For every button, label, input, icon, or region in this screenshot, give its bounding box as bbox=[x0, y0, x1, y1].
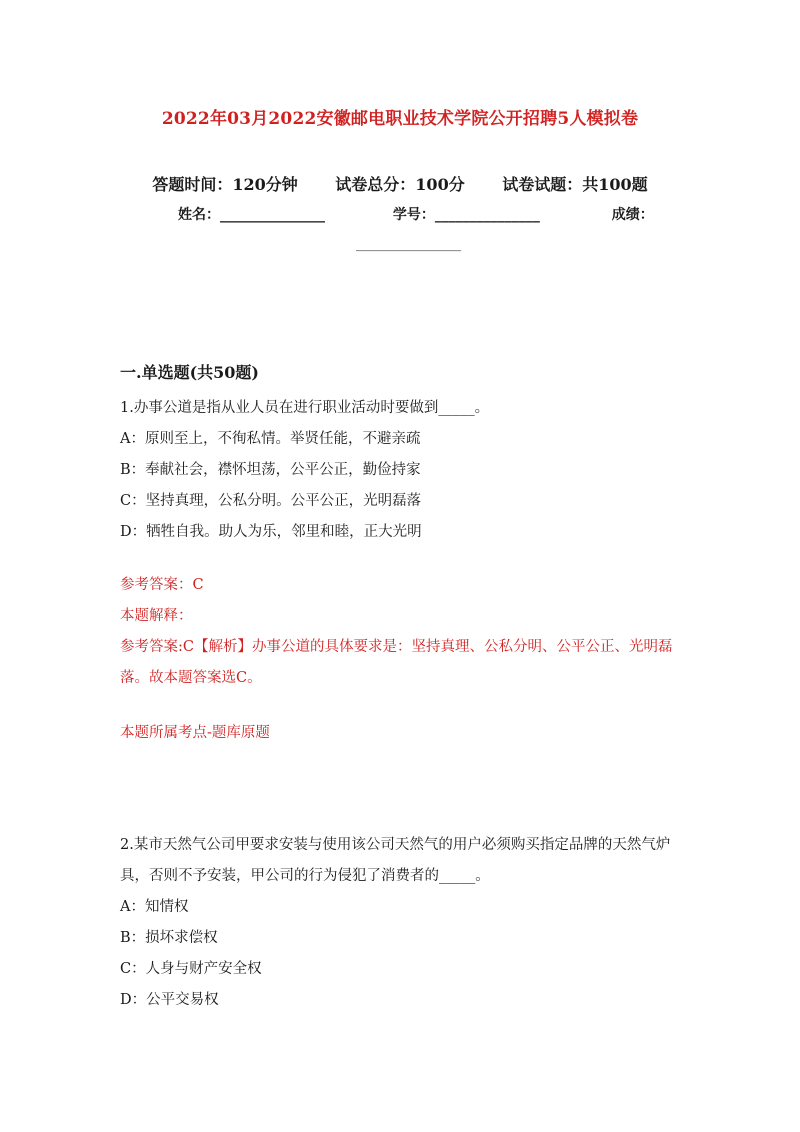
question-stem: 2.某市天然气公司甲要求安装与使用该公司天然气的用户必须购买指定品牌的天然气炉具，否则不予安装，甲公司的行为侵犯了消费者的_____。 bbox=[120, 837, 671, 884]
student-info bbox=[178, 204, 678, 252]
option-b: B：奉献社会，襟怀坦荡，公平公正，勤俭持家 bbox=[120, 462, 421, 478]
option-d: D：公平交易权 bbox=[120, 992, 219, 1008]
answer: 参考答案：C bbox=[120, 577, 204, 593]
question-source: 本题所属考点-题库原题 bbox=[120, 725, 270, 741]
question-1 bbox=[120, 393, 680, 749]
option-a: A：知情权 bbox=[120, 899, 189, 915]
student-id-field: 学号：_______________ bbox=[392, 207, 540, 223]
exam-title: 2022年03月2022安徽邮电职业技术学院公开招聘5人模拟卷 bbox=[161, 109, 639, 129]
explanation-label: 本题解释： bbox=[120, 608, 193, 624]
exam-question-count: 试卷试题：共100题 bbox=[502, 175, 648, 194]
student-score-blank: _______________ bbox=[356, 236, 461, 252]
section-title: 一.单选题(共50题) bbox=[120, 363, 259, 382]
question-2 bbox=[120, 830, 680, 1016]
option-c: C：坚持真理，公私分明。公平公正，光明磊落 bbox=[120, 493, 422, 509]
student-name-field: 姓名：_______________ bbox=[178, 207, 325, 223]
option-c: C：人身与财产安全权 bbox=[120, 961, 262, 977]
question-stem: 1.办事公道是指从业人员在进行职业活动时要做到_____。 bbox=[120, 400, 490, 416]
exam-meta bbox=[0, 172, 800, 195]
option-b: B：损坏求偿权 bbox=[120, 930, 218, 946]
option-a: A：原则至上，不徇私情。举贤任能，不避亲疏 bbox=[120, 431, 421, 447]
option-d: D：牺牲自我。助人为乐，邻里和睦，正大光明 bbox=[120, 524, 422, 540]
exam-total-score: 试卷总分：100分 bbox=[335, 175, 465, 194]
explanation: 参考答案:C【解析】办事公道的具体要求是：坚持真理、公私分明、公平公正、光明磊落。故本题答案选C。 bbox=[120, 639, 673, 686]
student-score-label: 成绩： bbox=[611, 207, 654, 223]
exam-time: 答题时间：120分钟 bbox=[152, 175, 298, 194]
